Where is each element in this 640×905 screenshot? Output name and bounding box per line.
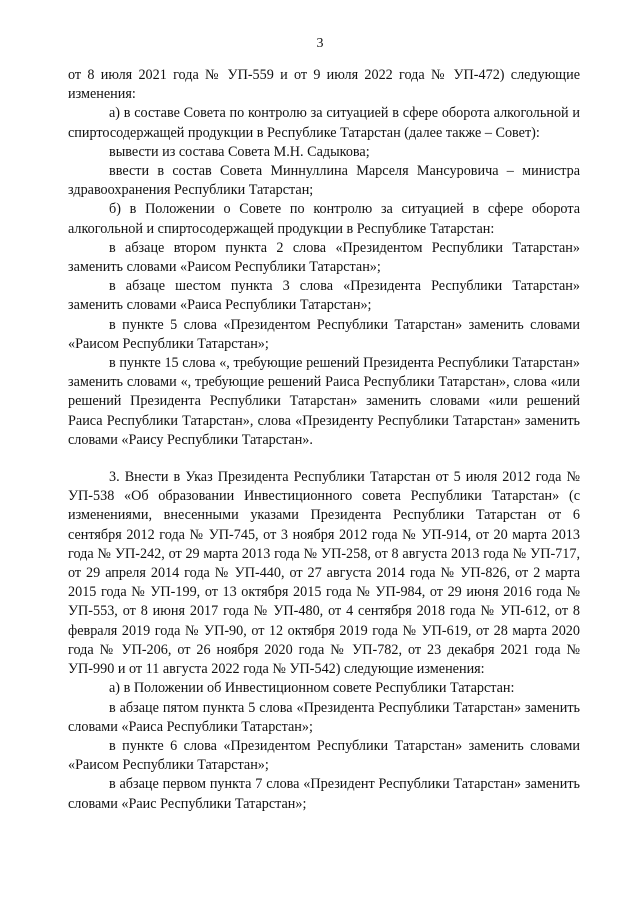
document-paragraph: в пункте 6 слова «Президентом Республики Татарстан» заменить словами «Раисом Республики Татарстан»; — [68, 737, 580, 774]
document-paragraph: б) в Положении о Совете по контролю за ситуацией в сфере оборота алкогольной и спиртосодержащей продукции в Республике Татарстан: — [68, 201, 580, 237]
document-paragraph: 3. Внести в Указ Президента Республики Татарстан от 5 июля 2012 года № УП-538 «Об образовании Инвестиционного совета Республики Татарстан» (с изменениями, внесенными указами Президента Республики Татарстан от 6 сентября 2012 года № УП-745, от 3 ноября 2012 года № УП-914, от 20 марта 2013 года № УП-242, от 29 марта 2013 года № УП-258, от 8 августа 2013 года № УП-717, от 29 апреля 2014 года № УП-440, от 27 августа 2014 года № УП-826, от 2 марта 2015 года № УП-199, от 13 октября 2015 года № УП-984, от 29 июня 2016 года № УП-553, от 8 июня 2017 года № УП-480, от 4 сентября 2018 года № УП-612, от 8 февраля 2019 года № УП-90, от 12 октября 2019 года № УП-619, от 28 марта 2020 года № УП-206, от 26 ноября 2020 года № УП-782, от 23 декабря 2021 года № УП-990 и от 11 августа 2022 года № УП-542) следующие изменения: — [68, 469, 580, 678]
document-paragraph: ввести в состав Совета Миннуллина Марселя Мансуровича – министра здравоохранения Республики Татарстан; — [68, 163, 580, 199]
document-paragraph: в абзаце пятом пункта 5 слова «Президента Республики Татарстан» заменить словами «Раиса Республики Татарстан»; — [68, 699, 580, 735]
document-paragraph: а) в составе Совета по контролю за ситуацией в сфере оборота алкогольной и спиртосодержащей продукции в Республике Татарстан (далее также – Совет): — [68, 105, 580, 141]
document-paragraph: в абзаце втором пункта 2 слова «Президентом Республики Татарстан» заменить словами «Раисом Республики Татарстан»; — [68, 239, 580, 276]
paragraph-spacer — [68, 450, 580, 468]
document-body — [68, 66, 580, 814]
document-paragraph: в пункте 15 слова «, требующие решений Президента Республики Татарстан» заменить словами «, требующие решений Раиса Республики Татарстан», слова «или решений Президента Республики Татарстан» заменить словами «или решений Раиса Республики Татарстан», слова «Президенту Республики Татарстан» заменить словами «Раису Республики Татарстан». — [68, 355, 580, 448]
document-paragraph: в пункте 5 слова «Президентом Республики Татарстан» заменить словами «Раисом Республики Татарстан»; — [68, 316, 580, 352]
document-paragraph: в абзаце первом пункта 7 слова «Президент Республики Татарстан» заменить словами «Раис Республики Татарстан»; — [68, 776, 580, 812]
document-paragraph: а) в Положении об Инвестиционном совете Республики Татарстан: — [109, 680, 515, 697]
document-paragraph: от 8 июля 2021 года № УП-559 и от 9 июля 2022 года № УП-472) следующие изменения: — [68, 67, 580, 103]
document-paragraph: вывести из состава Совета М.Н. Садыкова; — [109, 143, 370, 160]
document-paragraph: в абзаце шестом пункта 3 слова «Президента Республики Татарстан» заменить словами «Раиса Республики Татарстан»; — [68, 278, 580, 314]
page-number: 3 — [316, 36, 324, 51]
